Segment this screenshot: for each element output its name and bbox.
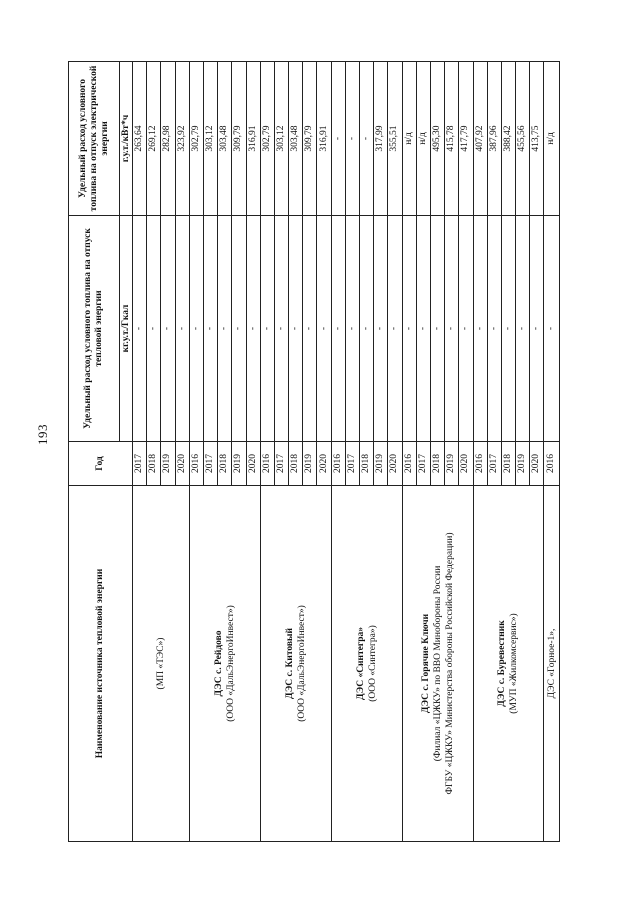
year-cell: 2019 bbox=[303, 442, 317, 486]
year-cell: 2017 bbox=[487, 442, 501, 486]
heat-consumption-cell: - bbox=[232, 216, 246, 442]
year-cell: 2020 bbox=[246, 442, 260, 486]
heat-consumption-cell: - bbox=[246, 216, 260, 442]
elec-consumption-cell: н/д bbox=[402, 62, 416, 216]
year-cell: 2019 bbox=[232, 442, 246, 486]
heat-consumption-cell: - bbox=[147, 216, 161, 442]
heat-consumption-cell: - bbox=[388, 216, 402, 442]
source-name-line: (ООО «ДальЭнергоИнвест») bbox=[225, 605, 236, 722]
heat-consumption-cell: - bbox=[501, 216, 515, 442]
header-elec: Удельный расход условного топлива на отпуск электрической энергии bbox=[69, 62, 120, 216]
heat-consumption-cell: - bbox=[530, 216, 544, 442]
elec-consumption-cell: 303,48 bbox=[218, 62, 232, 216]
table-row bbox=[133, 62, 147, 842]
heat-consumption-cell: - bbox=[445, 216, 459, 442]
heat-consumption-cell: - bbox=[260, 216, 274, 442]
year-cell: 2016 bbox=[402, 442, 416, 486]
elec-consumption-cell: 282,98 bbox=[161, 62, 175, 216]
year-cell: 2020 bbox=[388, 442, 402, 486]
year-cell: 2017 bbox=[416, 442, 430, 486]
elec-consumption-cell: 495,30 bbox=[430, 62, 444, 216]
year-cell: 2018 bbox=[430, 442, 444, 486]
heat-consumption-cell: - bbox=[317, 216, 331, 442]
elec-consumption-cell: 316,91 bbox=[246, 62, 260, 216]
year-cell: 2020 bbox=[317, 442, 331, 486]
source-name-cell bbox=[473, 486, 544, 842]
source-name-line: (Филиал «ЦЖКУ» по ВВО Минобороны России bbox=[432, 565, 443, 762]
table-row bbox=[473, 62, 487, 842]
rotated-table-wrapper bbox=[68, 62, 560, 842]
header-source: Наименование источника тепловой энергии bbox=[69, 486, 133, 842]
table-row bbox=[331, 62, 345, 842]
elec-consumption-cell: 309,79 bbox=[232, 62, 246, 216]
year-cell: 2018 bbox=[360, 442, 374, 486]
heat-consumption-cell: - bbox=[218, 216, 232, 442]
year-cell: 2017 bbox=[133, 442, 147, 486]
table-header bbox=[69, 62, 133, 842]
elec-consumption-cell: 316,91 bbox=[317, 62, 331, 216]
elec-consumption-cell: 303,12 bbox=[274, 62, 288, 216]
elec-consumption-cell: 417,79 bbox=[459, 62, 473, 216]
source-name-line: ДЭС с. Китовый bbox=[284, 628, 295, 699]
heat-consumption-cell: - bbox=[331, 216, 345, 442]
source-name-cell bbox=[402, 486, 473, 842]
elec-consumption-cell: 415,78 bbox=[445, 62, 459, 216]
year-cell: 2018 bbox=[501, 442, 515, 486]
heat-consumption-cell: - bbox=[516, 216, 530, 442]
year-cell: 2017 bbox=[274, 442, 288, 486]
source-name-line: (МП «ТЭС») bbox=[155, 637, 166, 690]
table-row bbox=[189, 62, 203, 842]
heat-consumption-cell: - bbox=[345, 216, 359, 442]
year-cell: 2017 bbox=[345, 442, 359, 486]
source-name-line: ДЭС с. Горячие Ключи bbox=[420, 613, 431, 714]
heat-consumption-cell: - bbox=[189, 216, 203, 442]
heat-consumption-cell: - bbox=[289, 216, 303, 442]
year-cell: 2020 bbox=[459, 442, 473, 486]
heat-consumption-cell: - bbox=[203, 216, 217, 442]
page-number: 193 bbox=[35, 424, 50, 445]
source-name-cell bbox=[133, 486, 190, 842]
source-name-line: ДЭС с. Буревестник bbox=[497, 620, 508, 707]
elec-consumption-cell: 302,79 bbox=[189, 62, 203, 216]
elec-consumption-cell: - bbox=[331, 62, 345, 216]
elec-consumption-cell: 355,51 bbox=[388, 62, 402, 216]
table-row bbox=[402, 62, 416, 842]
heat-consumption-cell: - bbox=[374, 216, 388, 442]
fuel-consumption-table bbox=[68, 61, 560, 842]
elec-consumption-cell: 269,12 bbox=[147, 62, 161, 216]
header-year: Год bbox=[69, 442, 133, 486]
heat-consumption-cell: - bbox=[274, 216, 288, 442]
elec-consumption-cell: 407,92 bbox=[473, 62, 487, 216]
year-cell: 2018 bbox=[289, 442, 303, 486]
year-cell: 2019 bbox=[374, 442, 388, 486]
source-name-line: ФГБУ «ЦЖКУ» Министерства обороны Российской Федерации) bbox=[444, 532, 455, 795]
source-name-line: (ООО «Синтегра») bbox=[367, 625, 378, 702]
elec-consumption-cell: н/д bbox=[544, 62, 560, 216]
elec-consumption-cell: 302,79 bbox=[260, 62, 274, 216]
heat-consumption-cell: - bbox=[430, 216, 444, 442]
elec-consumption-cell: 309,79 bbox=[303, 62, 317, 216]
source-name-line: ДЭС «Горное-1», bbox=[546, 628, 557, 699]
heat-consumption-cell: - bbox=[473, 216, 487, 442]
year-cell: 2016 bbox=[331, 442, 345, 486]
table-row bbox=[260, 62, 274, 842]
year-cell: 2016 bbox=[544, 442, 560, 486]
heat-consumption-cell: - bbox=[161, 216, 175, 442]
source-name-cell bbox=[544, 486, 560, 842]
source-name-line: (ООО «ДальЭнергоИнвест») bbox=[296, 605, 307, 722]
elec-consumption-cell: 303,12 bbox=[203, 62, 217, 216]
heat-consumption-cell: - bbox=[402, 216, 416, 442]
year-cell: 2019 bbox=[161, 442, 175, 486]
year-cell: 2018 bbox=[218, 442, 232, 486]
elec-consumption-cell: 387,96 bbox=[487, 62, 501, 216]
source-name-line: ДЭС с. Рейдово bbox=[213, 630, 224, 697]
source-name-cell bbox=[189, 486, 260, 842]
header-heat: Удельный расход условного топлива на отпуск тепловой энергии bbox=[69, 216, 120, 442]
elec-consumption-cell: 413,75 bbox=[530, 62, 544, 216]
elec-consumption-cell: 388,42 bbox=[501, 62, 515, 216]
year-cell: 2016 bbox=[260, 442, 274, 486]
elec-consumption-cell: 455,56 bbox=[516, 62, 530, 216]
year-cell: 2016 bbox=[473, 442, 487, 486]
source-name-cell bbox=[331, 486, 402, 842]
heat-consumption-cell: - bbox=[459, 216, 473, 442]
heat-consumption-cell: - bbox=[416, 216, 430, 442]
heat-consumption-cell: - bbox=[487, 216, 501, 442]
year-cell: 2016 bbox=[189, 442, 203, 486]
year-cell: 2020 bbox=[175, 442, 189, 486]
year-cell: 2020 bbox=[530, 442, 544, 486]
source-name-line: (МУП «Жилкомсервис») bbox=[509, 613, 520, 714]
elec-consumption-cell: - bbox=[345, 62, 359, 216]
heat-consumption-cell: - bbox=[175, 216, 189, 442]
year-cell: 2019 bbox=[445, 442, 459, 486]
header-elec-unit: г.у.т./кВт*ч bbox=[120, 62, 133, 216]
heat-consumption-cell: - bbox=[360, 216, 374, 442]
elec-consumption-cell: н/д bbox=[416, 62, 430, 216]
elec-consumption-cell: 263,64 bbox=[133, 62, 147, 216]
table-body bbox=[133, 62, 560, 842]
table-row bbox=[544, 62, 560, 842]
elec-consumption-cell: 323,92 bbox=[175, 62, 189, 216]
year-cell: 2017 bbox=[203, 442, 217, 486]
year-cell: 2018 bbox=[147, 442, 161, 486]
year-cell: 2019 bbox=[516, 442, 530, 486]
heat-consumption-cell: - bbox=[303, 216, 317, 442]
heat-consumption-cell: - bbox=[544, 216, 560, 442]
elec-consumption-cell: - bbox=[360, 62, 374, 216]
header-heat-unit: кг.у.т./Гкал bbox=[120, 216, 133, 442]
source-name-line: ДЭС «Синтегра» bbox=[355, 627, 366, 700]
elec-consumption-cell: 303,48 bbox=[289, 62, 303, 216]
heat-consumption-cell: - bbox=[133, 216, 147, 442]
source-name-cell bbox=[260, 486, 331, 842]
elec-consumption-cell: 317,99 bbox=[374, 62, 388, 216]
